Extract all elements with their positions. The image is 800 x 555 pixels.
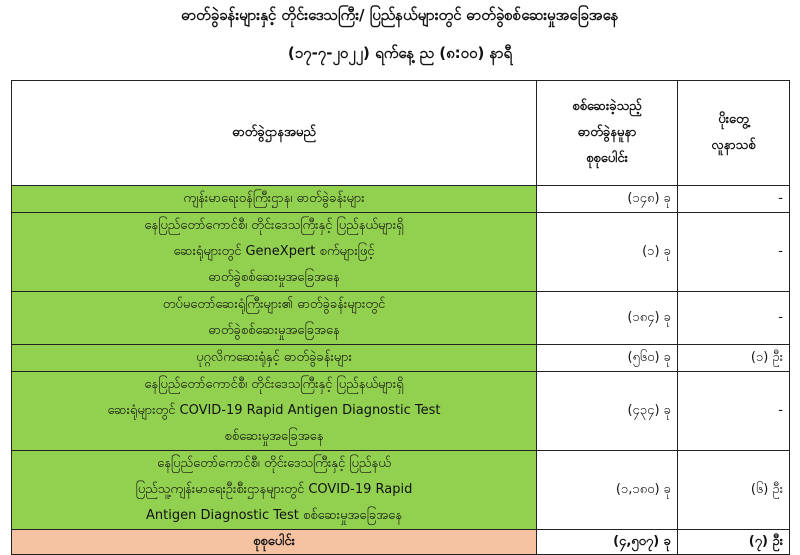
row-sample-count: (၁,၁၈၀) ခု: [537, 451, 678, 530]
table-row: [12, 213, 790, 292]
row-positive-count: -: [678, 372, 790, 451]
header-new-positive-line2: လူနာသစ်: [711, 138, 756, 153]
total-sample-count: (၄,၅၀၇) ခု: [537, 530, 678, 555]
row-lab-name-line: Antigen Diagnostic Test စစ်ဆေးမှုအခြေအနေ: [146, 508, 402, 523]
row-lab-name-line: နေပြည်တော်ကောင်စီ၊ တိုင်းဒေသကြီးနှင့် ပြည်နယ်များရှိ: [144, 218, 404, 233]
header-lab-name-text: ဓာတ်ခွဲဌာနအမည်: [232, 125, 316, 140]
row-lab-name-line: ဓာတ်ခွဲစစ်ဆေးမှုအခြေအနေ: [208, 323, 340, 338]
row-sample-count: (၄၃၄) ခု: [537, 372, 678, 451]
table-header-row: [12, 81, 790, 186]
row-positive-count: -: [678, 213, 790, 292]
row-positive-count: (၁) ဦး: [678, 345, 790, 372]
row-sample-count: (၅၆၀) ခု: [537, 345, 678, 372]
row-sample-count: (၁) ခု: [537, 213, 678, 292]
table-row: [12, 292, 790, 345]
row-positive-count: (၆) ဦး: [678, 451, 790, 530]
table-row: [12, 345, 790, 372]
header-total-samples-line3: စုစုပေါင်း: [586, 151, 628, 166]
table-row: [12, 451, 790, 530]
row-lab-name-line: စစ်ဆေးမှုအခြေအနေ: [224, 429, 324, 444]
row-lab-name-line: ဆေးရုံများတွင် GeneXpert စက်များဖြင့်: [173, 244, 375, 259]
table-row: [12, 186, 790, 213]
header-total-samples-line2: ဓာတ်ခွဲနမူနာ: [577, 125, 637, 140]
row-lab-name-line: နေပြည်တော်ကောင်စီ၊ တိုင်းဒေသကြီးနှင့် ပြည်နယ်များရှိ: [144, 377, 404, 392]
row-lab-name-line: ပြည်သူ့ကျန်းမာရေးဦးစီးဌာနများတွင် COVID-19 Rapid: [135, 482, 413, 497]
header-lab-name: [12, 81, 537, 186]
total-positive-count: (၇) ဦး: [678, 530, 790, 555]
row-lab-name-line: တပ်မတော်ဆေးရုံကြီးများ၏ ဓာတ်ခွဲခန်းများတွင်: [162, 297, 386, 312]
row-lab-name: [12, 292, 537, 345]
row-positive-count: -: [678, 186, 790, 213]
row-lab-name-line: ဆေးရုံများတွင် COVID-19 Rapid Antigen Diagnostic Test: [107, 403, 441, 418]
header-new-positive: [678, 81, 790, 186]
total-label: စုစုပေါင်း: [12, 530, 537, 555]
header-total-samples: [537, 81, 678, 186]
row-positive-count: -: [678, 292, 790, 345]
row-lab-name-line: ဓာတ်ခွဲစစ်ဆေးမှုအခြေအနေ: [208, 270, 340, 285]
total-row: [12, 530, 790, 555]
row-lab-name: [12, 186, 537, 213]
row-lab-name: [12, 451, 537, 530]
lab-testing-table: [11, 80, 790, 555]
page-subtitle: (၁၇-၇-၂၀၂၂) ရက်နေ့ ည (၈:၀၀) နာရီ: [287, 44, 513, 62]
row-lab-name-line: နေပြည်တော်ကောင်စီ၊ တိုင်းဒေသကြီးနှင့် ပြည်နယ်: [157, 456, 391, 471]
row-lab-name: [12, 345, 537, 372]
page-title: ဓာတ်ခွဲခန်းများနှင့် တိုင်းဒေသကြီး/ ပြည်နယ်များတွင် ဓာတ်ခွဲစစ်ဆေးမှုအခြေအနေ: [181, 6, 619, 24]
table-row: [12, 372, 790, 451]
header-new-positive-line1: ပိုးတွေ့: [718, 112, 749, 127]
row-lab-name: [12, 213, 537, 292]
row-lab-name-line: ကျန်းမာရေးဝန်ကြီးဌာန၊ ဓာတ်ခွဲခန်းများ: [183, 191, 365, 206]
header-total-samples-line1: စစ်ဆေးခဲ့သည့်: [572, 99, 642, 114]
row-sample-count: (၁၄၈) ခု: [537, 186, 678, 213]
row-sample-count: (၁၈၄) ခု: [537, 292, 678, 345]
row-lab-name: [12, 372, 537, 451]
row-lab-name-line: ပုဂ္ဂလိကဆေးရုံနှင့် ဓာတ်ခွဲခန်းများ: [196, 350, 352, 365]
